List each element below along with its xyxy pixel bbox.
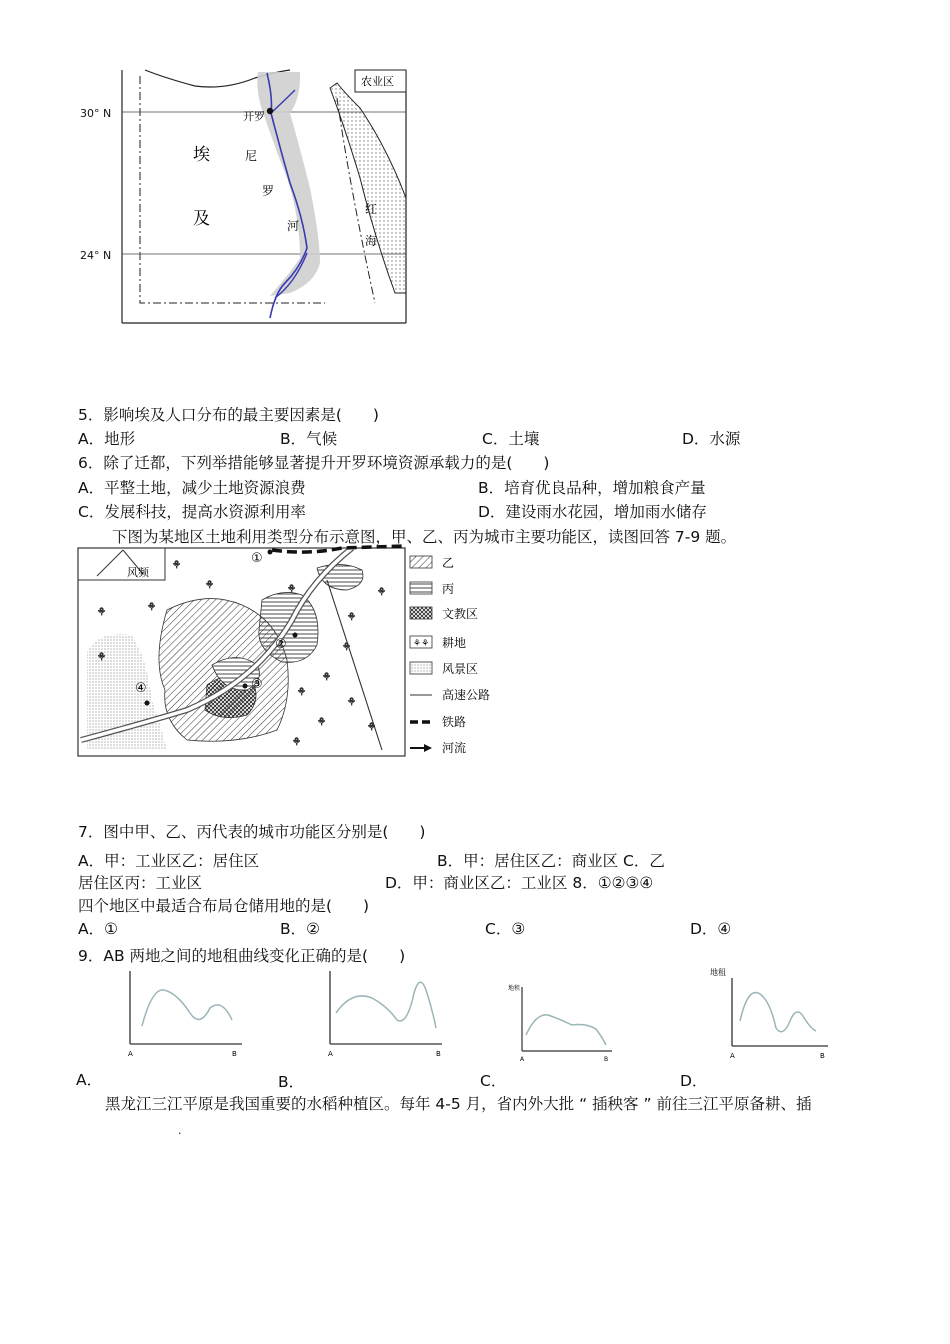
farm-mark: ⚘: [292, 737, 301, 748]
farm-mark: ⚘: [377, 587, 386, 598]
q6-stem: 6．除了迁都，下列举措能够显著提升开罗环境资源承载力的是( ): [78, 454, 550, 472]
farm-mark: ⚘: [347, 697, 356, 708]
legend-yi: 乙: [442, 556, 455, 570]
axis-a: A: [730, 1052, 735, 1060]
axis-b: B: [604, 1056, 609, 1063]
q5-option-a: A．地形: [78, 430, 136, 448]
axis-rent: 地租: [710, 968, 726, 977]
farm-mark: ⚘: [205, 580, 214, 591]
nile-label-1: 尼: [245, 149, 258, 163]
egypt-label-1: 埃: [193, 145, 210, 165]
land-use-map: [77, 540, 407, 760]
farm-mark: ⚘: [287, 584, 296, 595]
q9-option-d: D．: [680, 1072, 708, 1090]
q8-option-b: B．②: [280, 920, 321, 938]
axis-rent: 地租: [508, 985, 521, 992]
point-1: ①: [251, 551, 263, 566]
cairo-label: 开罗: [243, 110, 265, 123]
rent-chart-a: [122, 968, 247, 1060]
q7-option-bc: B．甲：居住区乙：商业区 C．乙: [437, 852, 665, 870]
q7-stem: 7．图中甲、乙、丙代表的城市功能区分别是( ): [78, 823, 426, 841]
point-3: ③: [251, 677, 263, 692]
wind-label: 风频: [127, 566, 149, 579]
farm-mark: ⚘: [367, 722, 376, 733]
farm-mark: ⚘: [97, 652, 106, 663]
q9-option-b: B．: [278, 1073, 305, 1091]
q5-option-d: D．水源: [682, 430, 741, 448]
land-map-legend: [408, 550, 518, 755]
legend-river: 河流: [442, 741, 467, 755]
lat-24-label: 24° N: [80, 249, 112, 262]
q8-option-a: A．①: [78, 920, 118, 938]
q7-option-c-cont: 居住区丙：工业区: [78, 874, 203, 892]
axis-b: B: [820, 1052, 825, 1060]
farm-mark: ⚘: [297, 687, 306, 698]
q9-option-a: A．: [76, 1071, 103, 1089]
axis-a: A: [128, 1050, 133, 1058]
q5-option-b: B．气候: [280, 430, 338, 448]
q6-option-b: B．培育优良品种，增加粮食产量: [478, 479, 706, 497]
axis-a: A: [520, 1056, 525, 1063]
q5-stem: 5．影响埃及人口分布的最主要因素是( ): [78, 406, 379, 424]
rent-chart-d: [708, 966, 833, 1062]
farm-mark: ⚘: [322, 672, 331, 683]
rent-chart-b: [322, 968, 447, 1060]
point-2: ②: [275, 637, 287, 652]
farm-mark: ⚘: [147, 602, 156, 613]
legend-edu: 文教区: [442, 607, 479, 621]
q8-option-d: D．④: [690, 920, 732, 938]
lat-30-label: 30° N: [80, 107, 112, 120]
red-sea-label-2: 海: [365, 234, 378, 248]
rent-chart-c: [508, 983, 616, 1065]
axis-a: A: [328, 1050, 333, 1058]
farm-mark: ⚘: [317, 717, 326, 728]
farm-mark: ⚘: [347, 612, 356, 623]
axis-b: B: [232, 1050, 237, 1058]
intro-7-9: 下图为某地区土地利用类型分布示意图，甲、乙、丙为城市主要功能区，读图回答 7-9 题。: [112, 528, 737, 546]
nile-label-2: 罗: [262, 184, 275, 198]
egypt-map: [75, 68, 415, 328]
q7-option-d-q8: D．甲：商业区乙：工业区 8．①②③④: [385, 874, 654, 892]
q6-option-d: D．建设雨水花园，增加雨水储存: [478, 503, 707, 521]
point-4: ④: [135, 681, 147, 696]
q7-option-a: A．甲：工业区乙：居住区: [78, 852, 260, 870]
egypt-label-2: 及: [193, 209, 210, 229]
farm-mark: ⚘: [342, 642, 351, 653]
legend-highway: 高速公路: [442, 688, 491, 702]
legend-farm: 耕地: [442, 636, 467, 650]
passage-text: 黑龙江三江平原是我国重要的水稻种植区。每年 4-5 月，省内外大批 “ 插秧客 ” 前往三江平原备耕、插: [105, 1095, 812, 1113]
q8-stem: 四个地区中最适合布局仓储用地的是( ): [78, 897, 370, 915]
legend-scenic: 风景区: [442, 662, 479, 676]
q8-option-c: C．③: [485, 920, 526, 938]
footer-dot: .: [178, 1124, 182, 1137]
axis-b: B: [436, 1050, 441, 1058]
q6-option-c: C．发展科技，提高水资源利用率: [78, 503, 306, 521]
legend-farm-mark: ⚘⚘: [413, 639, 430, 649]
nile-label-3: 河: [287, 219, 300, 233]
red-sea-label-1: 红: [365, 202, 378, 216]
legend-agri-label: 农业区: [361, 75, 394, 88]
legend-railway: 铁路: [442, 715, 467, 729]
q9-stem: 9．AB 两地之间的地租曲线变化正确的是( ): [78, 947, 406, 965]
legend-bing: 丙: [442, 582, 455, 596]
farm-mark: ⚘: [97, 607, 106, 618]
farm-mark: ⚘: [172, 560, 181, 571]
q5-option-c: C．土壤: [482, 430, 540, 448]
q9-option-c: C．: [480, 1072, 507, 1090]
q6-option-a: A．平整土地，减少土地资源浪费: [78, 479, 306, 497]
